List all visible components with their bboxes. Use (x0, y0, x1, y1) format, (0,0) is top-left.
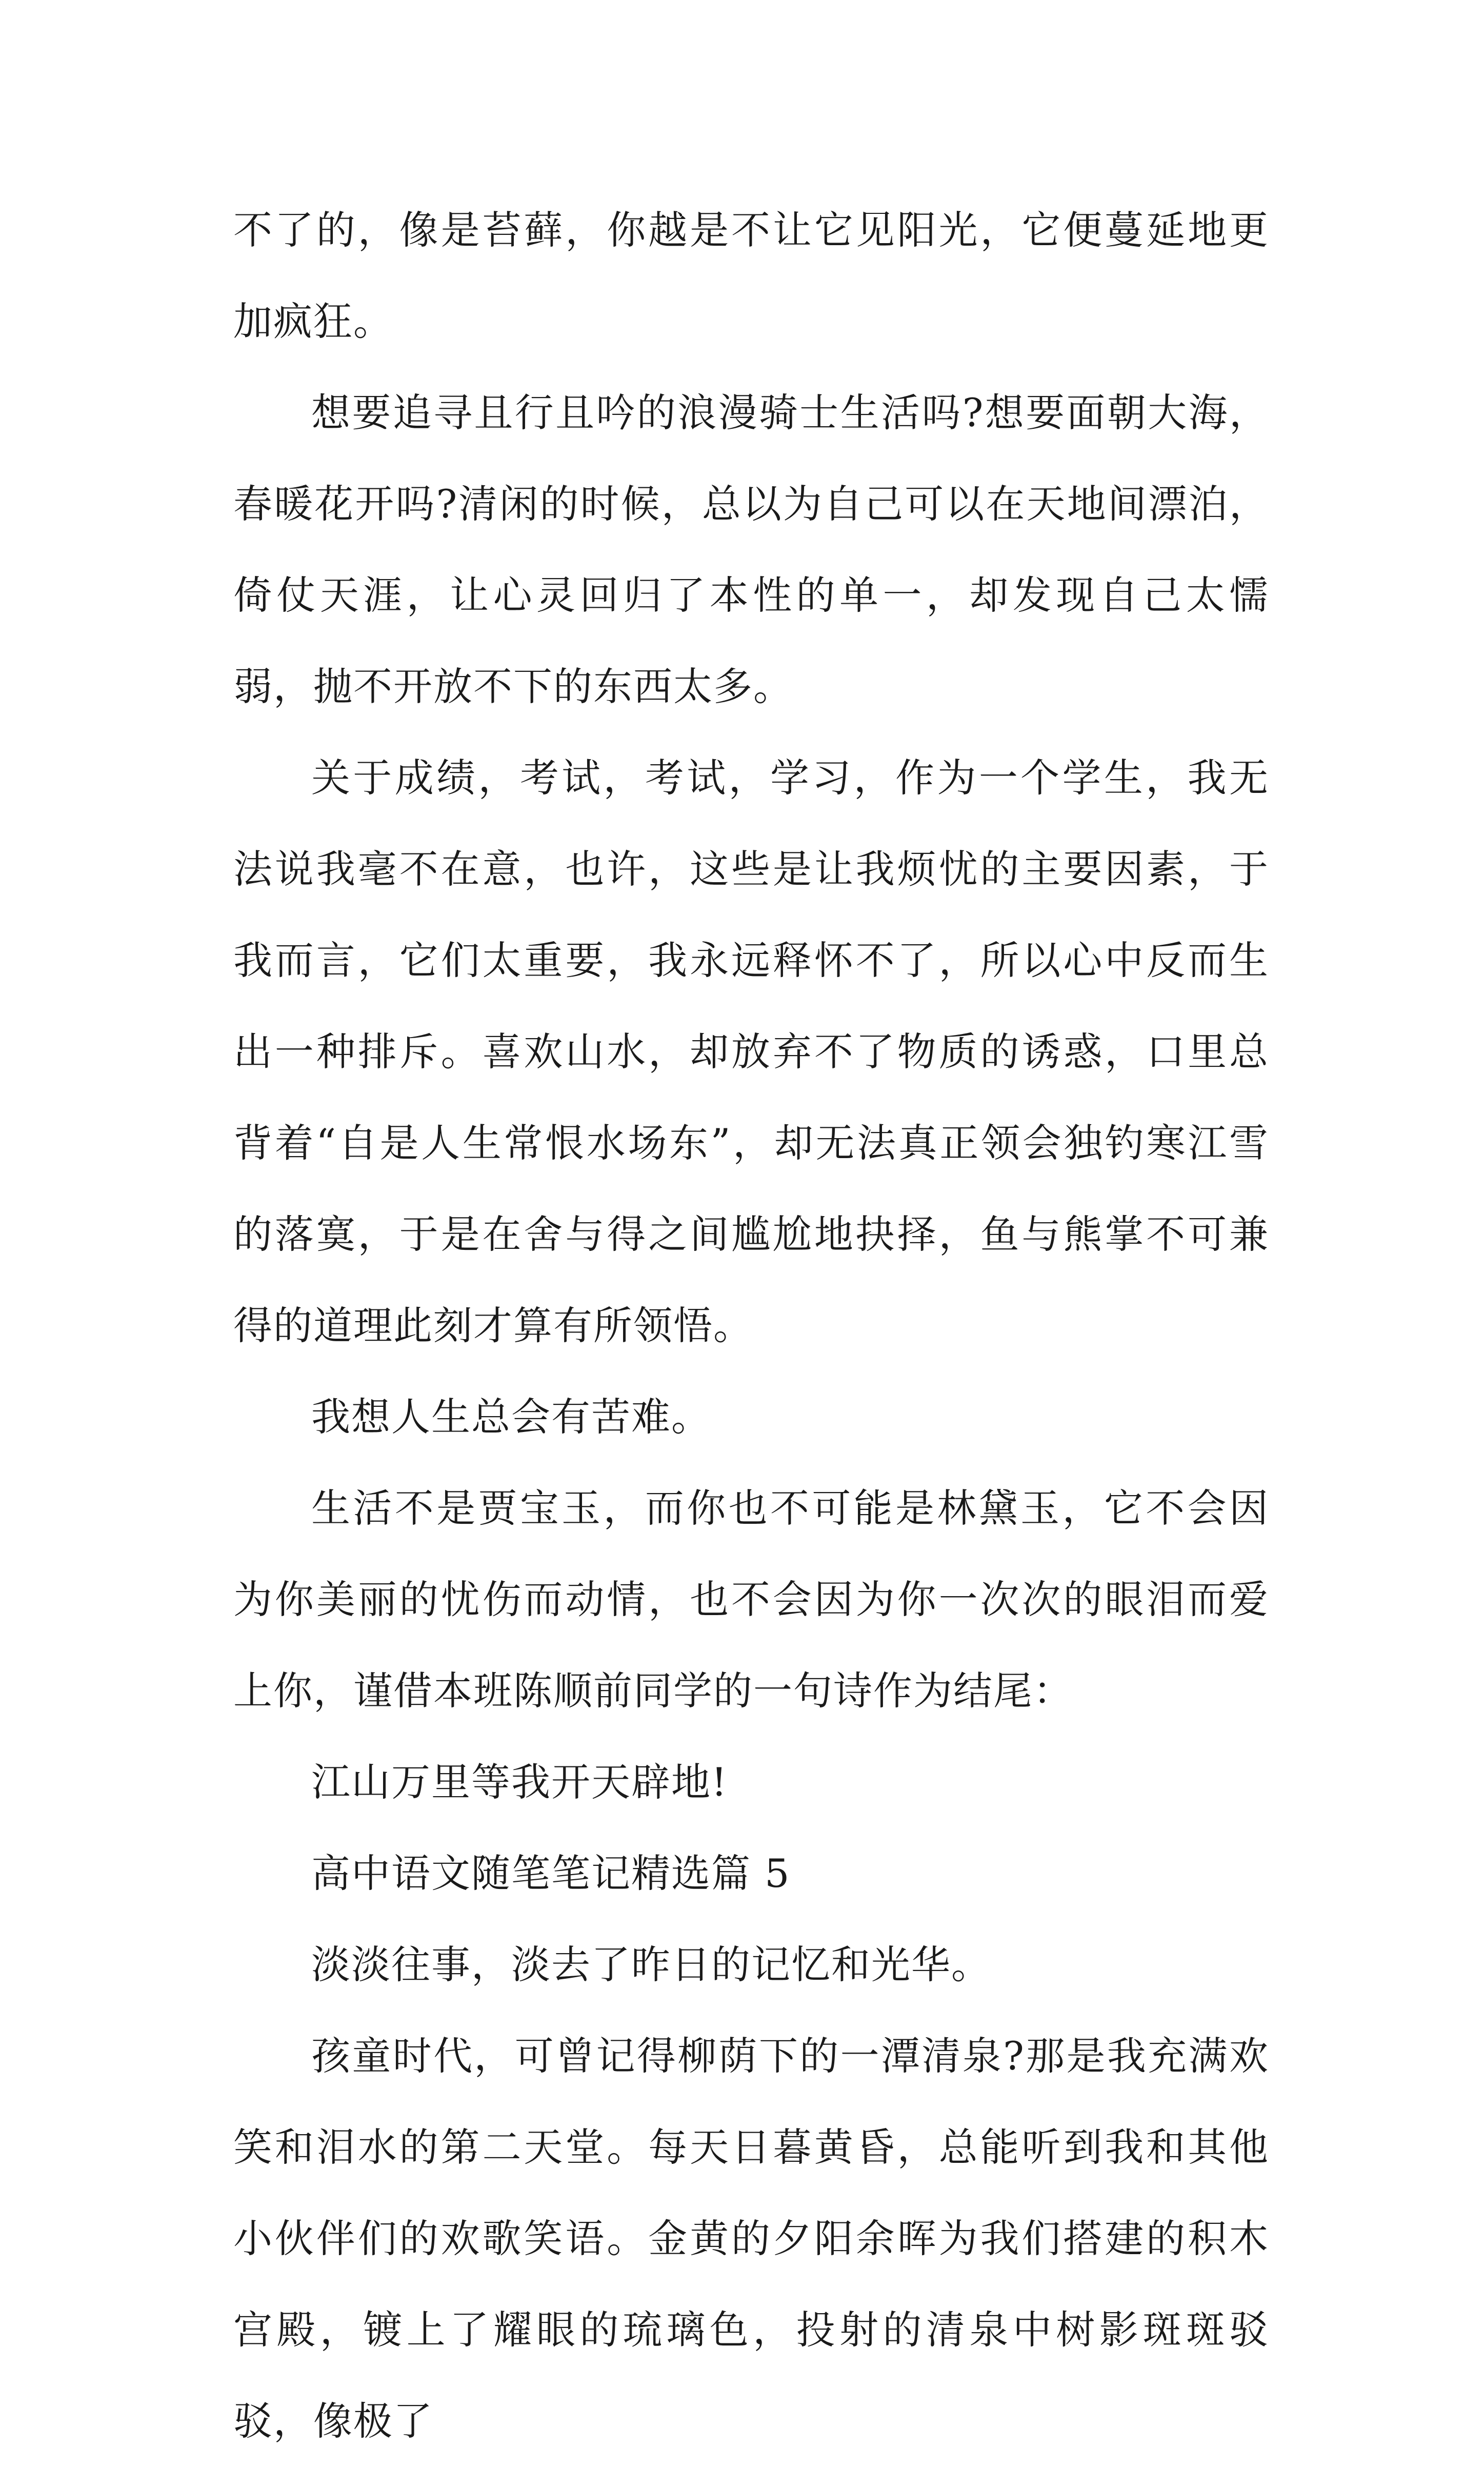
paragraph: 生活不是贾宝玉，而你也不可能是林黛玉，它不会因为你美丽的忧伤而动情，也不会因为你一次次的眼泪而爱上你，谨借本班陈顺前同学的一句诗作为结尾： (233, 1485, 1269, 1714)
paragraph: 我想人生总会有苦难。 (311, 1394, 711, 1440)
section-heading: 高中语文随笔笔记精选篇 5 (311, 1851, 791, 1896)
paragraph: 不了的，像是苔藓，你越是不让它见阳光，它便蔓延地更加疯狂。 (233, 207, 1269, 344)
paragraph: 想要追寻且行且吟的浪漫骑士生活吗?想要面朝大海，春暖花开吗?清闲的时候，总以为自己可以在天地间漂泊，倚仗天涯，让心灵回归了本性的单一，却发现自己太懦弱，抛不开放不下的东西太多。 (233, 390, 1269, 709)
document-body (233, 185, 1269, 2467)
paragraph: 孩童时代，可曾记得柳荫下的一潭清泉?那是我充满欢笑和泪水的第二天堂。每天日暮黄昏，总能听到我和其他小伙伴们的欢歌笑语。金黄的夕阳余晖为我们搭建的积木宫殿，镀上了耀眼的琉璃色，投射的清泉中树影斑斑驳驳，像极了 (233, 2033, 1269, 2444)
paragraph: 关于成绩，考试，考试，学习，作为一个学生，我无法说我毫不在意，也许，这些是让我烦忧的主要因素，于我而言，它们太重要，我永远释怀不了，所以心中反而生出一种排斥。喜欢山水，却放弃不了物质的诱惑，口里总背着“自是人生常恨水场东”，却无法真正领会独钓寒江雪的落寞，于是在舍与得之间尴尬地抉择，鱼与熊掌不可兼得的道理此刻才算有所领悟。 (233, 755, 1269, 1348)
paragraph: 江山万里等我开天辟地! (311, 1759, 728, 1805)
paragraph: 淡淡往事，淡去了昨日的记忆和光华。 (311, 1942, 991, 1987)
